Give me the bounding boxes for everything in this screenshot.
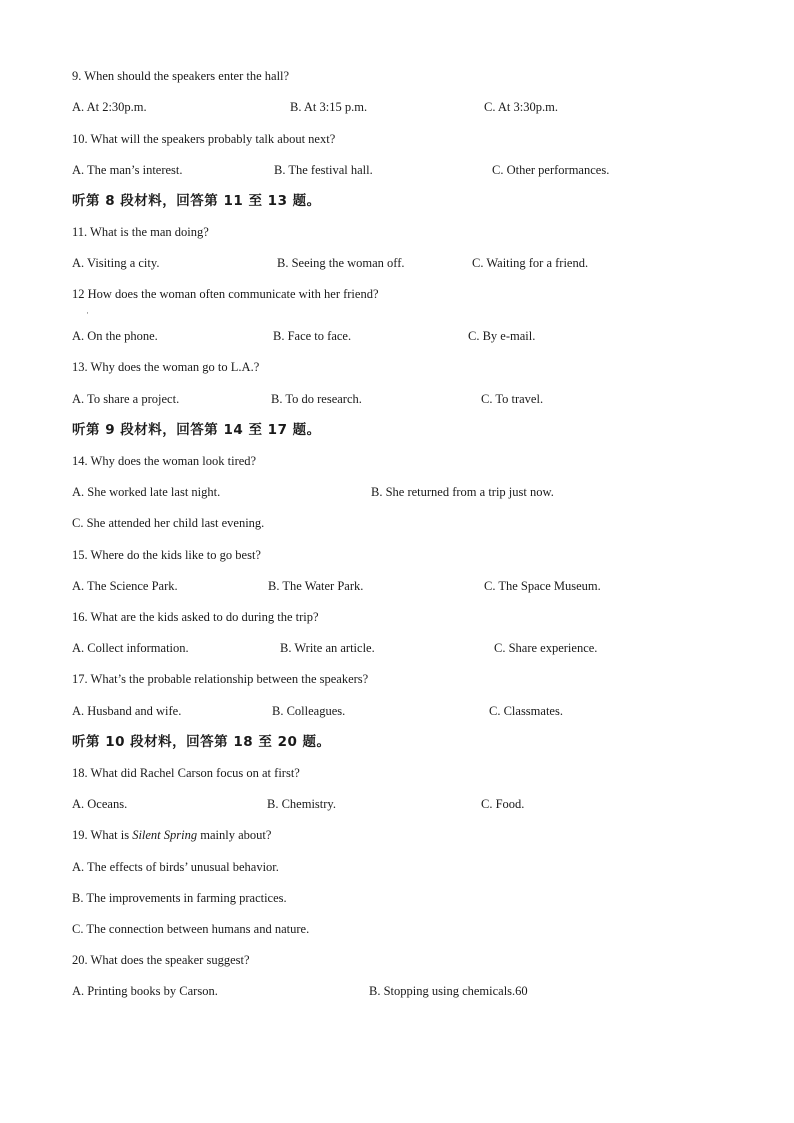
section-heading-10: 听第 10 段材料，回答第 18 至 20 题。 <box>72 734 331 750</box>
option-c-19: C. The connection between humans and nature. <box>72 922 310 936</box>
option-b: B. At 3:15 p.m. <box>290 100 368 114</box>
option-c: C. Other performances. <box>492 163 610 177</box>
question-17: 17. What’s the probable relationship between the speakers? <box>72 672 369 686</box>
option-c-14: C. She attended her child last evening. <box>72 516 265 530</box>
option-b: B. The Water Park. <box>268 579 364 593</box>
option-a: A. Oceans. <box>72 797 128 811</box>
option-a: A. To share a project. <box>72 392 180 406</box>
option-a: A. Collect information. <box>72 641 189 655</box>
option-b: B. Stopping using chemicals.60 <box>369 984 528 998</box>
question-15: 15. Where do the kids like to go best? <box>72 548 261 562</box>
question-14: 14. Why does the woman look tired? <box>72 454 257 468</box>
option-c: C. Classmates. <box>489 704 563 718</box>
option-b-19: B. The improvements in farming practices. <box>72 891 287 905</box>
option-b: B. Colleagues. <box>272 704 346 718</box>
option-a: A. Husband and wife. <box>72 704 182 718</box>
option-a: A. Visiting a city. <box>72 256 160 270</box>
option-b: B. To do research. <box>271 392 362 406</box>
question-11: 11. What is the man doing? <box>72 225 209 239</box>
option-c: C. Waiting for a friend. <box>472 256 589 270</box>
option-c: C. Share experience. <box>494 641 598 655</box>
option-a: A. The man’s interest. <box>72 163 183 177</box>
question-13: 13. Why does the woman go to L.A.? <box>72 360 260 374</box>
option-c: C. By e-mail. <box>468 329 536 343</box>
stray-dot: · <box>86 308 89 318</box>
option-c: C. Food. <box>481 797 525 811</box>
option-c: C. To travel. <box>481 392 544 406</box>
option-a-19: A. The effects of birds’ unusual behavior. <box>72 860 279 874</box>
question-18: 18. What did Rachel Carson focus on at first? <box>72 766 300 780</box>
option-a: A. She worked late last night. <box>72 485 221 499</box>
option-b: B. Write an article. <box>280 641 375 655</box>
question-9: 9. When should the speakers enter the hall? <box>72 69 290 83</box>
question-12: 12 How does the woman often communicate with her friend? <box>72 287 379 301</box>
section-heading-8: 听第 8 段材料，回答第 11 至 13 题。 <box>72 193 321 209</box>
option-a: A. At 2:30p.m. <box>72 100 147 114</box>
question-19-suffix: mainly about? <box>197 828 272 842</box>
question-19-prefix: 19. What is <box>72 828 133 842</box>
section-heading-9: 听第 9 段材料，回答第 14 至 17 题。 <box>72 422 321 438</box>
option-a: A. The Science Park. <box>72 579 178 593</box>
question-10: 10. What will the speakers probably talk about next? <box>72 132 336 146</box>
option-c: C. At 3:30p.m. <box>484 100 558 114</box>
option-c: C. The Space Museum. <box>484 579 601 593</box>
option-b: B. Face to face. <box>273 329 352 343</box>
option-a: A. Printing books by Carson. <box>72 984 218 998</box>
option-b: B. The festival hall. <box>274 163 373 177</box>
option-a: A. On the phone. <box>72 329 158 343</box>
question-20: 20. What does the speaker suggest? <box>72 953 250 967</box>
option-b: B. Chemistry. <box>267 797 336 811</box>
book-title: Silent Spring <box>132 828 198 842</box>
option-b: B. Seeing the woman off. <box>277 256 405 270</box>
option-b: B. She returned from a trip just now. <box>371 485 554 499</box>
question-19 <box>72 826 271 844</box>
question-16: 16. What are the kids asked to do during the trip? <box>72 610 319 624</box>
